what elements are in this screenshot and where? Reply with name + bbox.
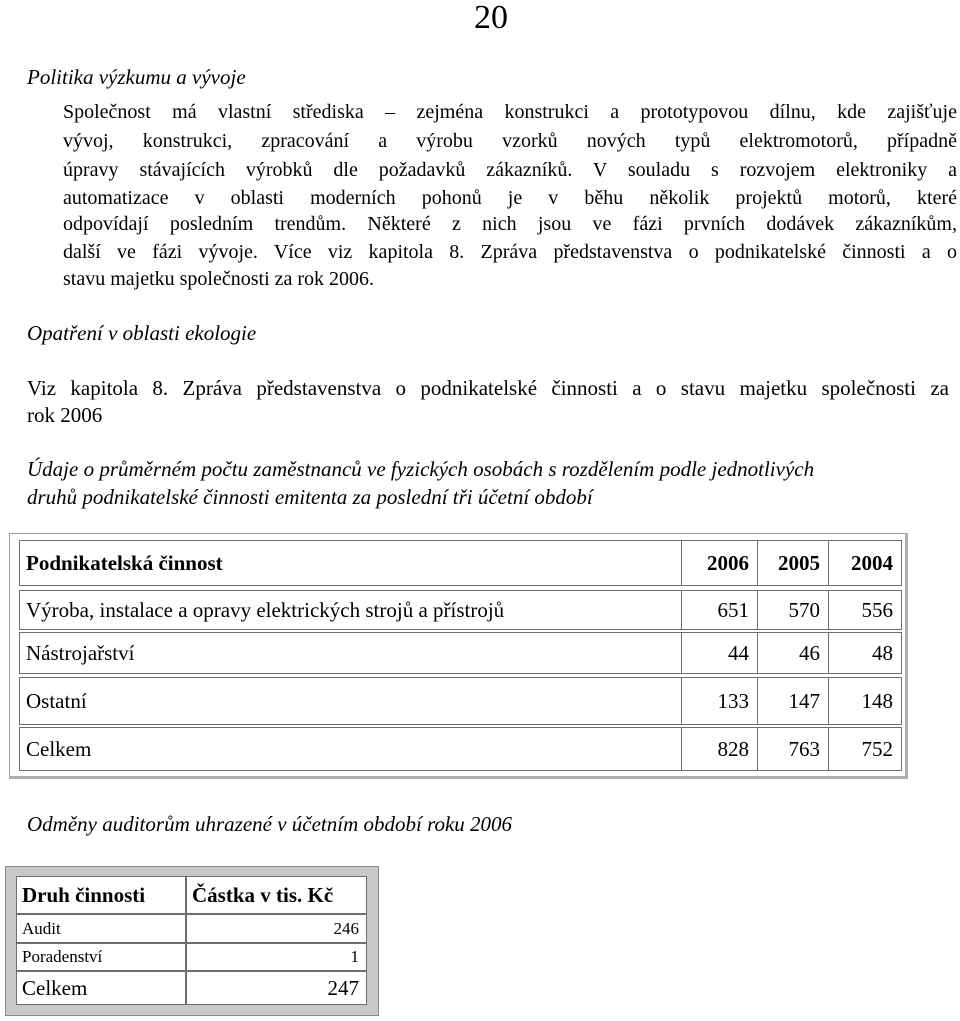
table-cell: 147	[757, 677, 829, 725]
table-cell: 247	[186, 971, 367, 1005]
paragraph-line: vývoj, konstrukci, zpracování a výrobu vzorků nových typů elektromotorů, případně	[63, 130, 957, 152]
table-header-cell: 2005	[757, 540, 829, 586]
table-header-cell: Částka v tis. Kč	[186, 876, 367, 914]
employees-table	[9, 533, 908, 779]
auditors-heading: Odměny auditorům uhrazené v účetním období roku 2006	[27, 812, 513, 836]
table-header-cell: 2004	[828, 540, 902, 586]
table-cell: 44	[681, 632, 758, 674]
research-heading: Politika výzkumu a vývoje	[27, 65, 246, 89]
table-cell: Audit	[16, 914, 186, 943]
table-cell: Celkem	[16, 971, 186, 1005]
table-cell: 752	[828, 727, 902, 771]
paragraph-line: Společnost má vlastní střediska – zejména konstrukci a prototypovou dílnu, kde zajišťuje	[63, 101, 957, 123]
paragraph-line: automatizace v oblasti moderních pohonů je v běhu několik projektů motorů, které	[63, 187, 957, 209]
table-header-cell: Druh činnosti	[16, 876, 186, 914]
paragraph-line: Viz kapitola 8. Zpráva představenstva o podnikatelské činnosti a o stavu majetku společnosti za	[27, 376, 949, 400]
table-cell: 148	[828, 677, 902, 725]
table-cell: Poradenství	[16, 943, 186, 971]
table-cell: 246	[186, 914, 367, 943]
table-cell: Ostatní	[19, 677, 682, 725]
paragraph-line: stavu majetku společnosti za rok 2006.	[63, 268, 375, 290]
table-header-cell: Podnikatelská činnost	[19, 540, 682, 586]
table-cell: 763	[757, 727, 829, 771]
table-cell: Nástrojařství	[19, 632, 682, 674]
table-cell: 133	[681, 677, 758, 725]
paragraph-line: odpovídají posledním trendům. Některé z nich jsou ve fázi prvních dodávek zákazníkům,	[63, 213, 957, 235]
table-cell: 556	[828, 590, 902, 630]
employees-heading-line: Údaje o průměrném počtu zaměstnanců ve fyzických osobách s rozdělením podle jednotlivých	[27, 457, 815, 481]
table-header-cell: 2006	[681, 540, 758, 586]
table-cell: 828	[681, 727, 758, 771]
table-cell: 1	[186, 943, 367, 971]
paragraph-line: další ve fázi vývoje. Více viz kapitola 8. Zpráva představenstva o podnikatelské činnosti a o	[63, 241, 957, 263]
paragraph-line: úpravy stávajících výrobků dle požadavků zákazníků. V souladu s rozvojem elektroniky a	[63, 159, 957, 181]
ecology-heading: Opatření v oblasti ekologie	[27, 321, 257, 345]
table-cell: 651	[681, 590, 758, 630]
employees-heading-line: druhů podnikatelské činnosti emitenta za poslední tři účetní období	[27, 485, 593, 509]
table-cell: Celkem	[19, 727, 682, 771]
table-cell: 570	[757, 590, 829, 630]
paragraph-line: rok 2006	[27, 403, 103, 427]
table-cell: Výroba, instalace a opravy elektrických strojů a přístrojů	[19, 590, 682, 630]
table-cell: 46	[757, 632, 829, 674]
table-cell: 48	[828, 632, 902, 674]
auditors-table	[5, 866, 379, 1016]
page-number: 20	[474, 0, 508, 36]
